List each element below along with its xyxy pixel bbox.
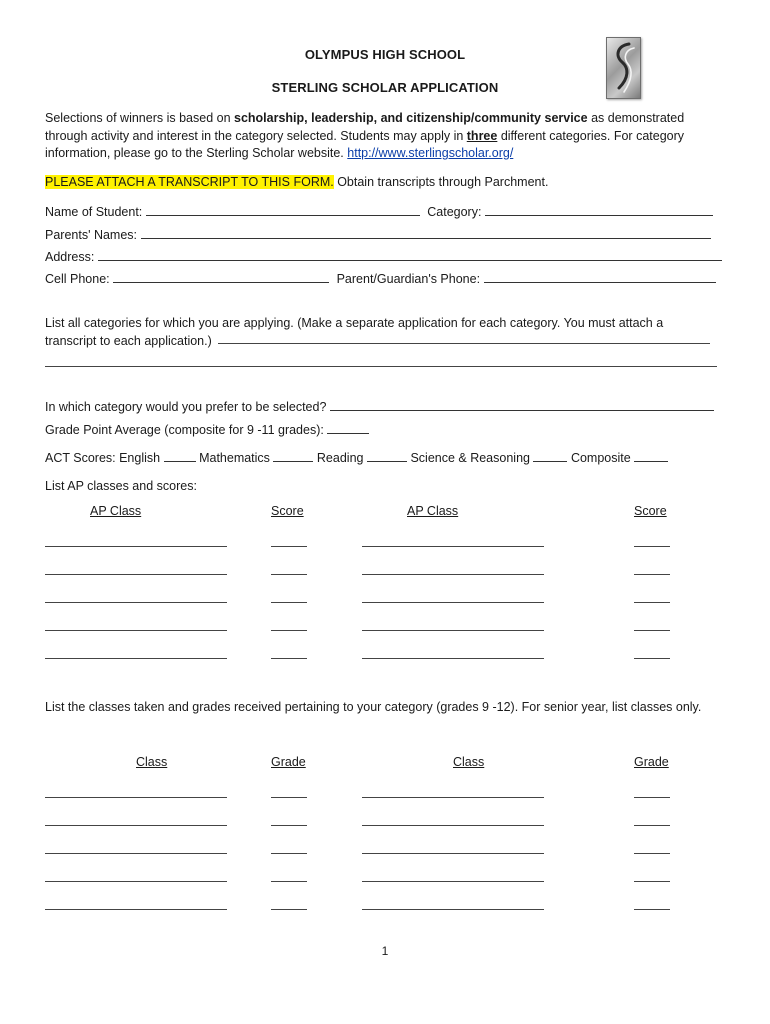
ap-class-field[interactable] [362, 602, 544, 603]
act-reading-label: Reading [316, 451, 364, 465]
page-number: 1 [381, 944, 389, 958]
classes-prompt: List the classes taken and grades received pertaining to your category (grades 9 -12). For senior year, list classes only. [45, 700, 702, 714]
ap-score-field[interactable] [634, 574, 670, 575]
ap-score-field[interactable] [634, 602, 670, 603]
ap-class-field[interactable] [45, 602, 227, 603]
class-field[interactable] [45, 797, 227, 798]
intro-text-3: different categories. For category information, please go to the Sterling Scholar website. [45, 128, 685, 160]
act-science-field[interactable] [533, 449, 567, 462]
ap-class-field[interactable] [45, 630, 227, 631]
grade-field[interactable] [634, 825, 670, 826]
student-name-row [45, 203, 735, 221]
grade-field[interactable] [634, 797, 670, 798]
ap-score-field[interactable] [634, 546, 670, 547]
class-field[interactable] [45, 825, 227, 826]
ap-class-field[interactable] [362, 574, 544, 575]
student-name-field[interactable] [146, 203, 420, 216]
act-composite-label: Composite [570, 451, 631, 465]
phone-row [45, 270, 735, 288]
grade-field[interactable] [271, 881, 307, 882]
ap-class-field[interactable] [362, 546, 544, 547]
class-field[interactable] [362, 825, 544, 826]
act-composite-field[interactable] [634, 449, 668, 462]
ap-score-field[interactable] [271, 630, 307, 631]
act-row [45, 449, 735, 467]
act-reading-field[interactable] [367, 449, 407, 462]
ap-class-header-2: AP Class [407, 504, 459, 518]
class-field[interactable] [45, 909, 227, 910]
grade-field[interactable] [271, 909, 307, 910]
ap-score-field[interactable] [634, 630, 670, 631]
grade-field[interactable] [271, 797, 307, 798]
intro-text-2: as demonstrated through activity and interest in the category selected. Students may apply in [45, 111, 685, 143]
act-math-field[interactable] [273, 449, 313, 462]
class-field[interactable] [45, 853, 227, 854]
class-header-2: Class [453, 755, 485, 769]
grade-field[interactable] [634, 881, 670, 882]
ap-class-field[interactable] [362, 630, 544, 631]
ap-class-field[interactable] [362, 658, 544, 659]
preference-label: In which category would you prefer to be selected? [45, 400, 327, 414]
grade-header-1: Grade [271, 755, 306, 769]
ap-score-field[interactable] [271, 546, 307, 547]
act-english-field[interactable] [164, 449, 196, 462]
ap-score-field[interactable] [634, 658, 670, 659]
address-row [45, 248, 735, 266]
categories-field-line-2[interactable] [45, 366, 717, 367]
intro-paragraph [45, 110, 725, 163]
preference-field[interactable] [330, 398, 714, 411]
address-field[interactable] [98, 248, 722, 261]
cell-phone-label: Cell Phone: [45, 272, 110, 286]
parents-names-field[interactable] [141, 226, 711, 239]
ap-score-header-2: Score [634, 504, 667, 518]
intro-three: three [466, 128, 498, 143]
student-name-label: Name of Student: [45, 205, 143, 219]
page-title: STERLING SCHOLAR APPLICATION [271, 80, 499, 95]
transcript-notice-rest: Obtain transcripts through Parchment. [333, 175, 549, 189]
class-header-1: Class [136, 755, 168, 769]
categories-field-line-1[interactable] [218, 343, 710, 344]
class-field[interactable] [362, 853, 544, 854]
parents-names-label: Parents' Names: [45, 228, 138, 242]
class-field[interactable] [362, 909, 544, 910]
gpa-row [45, 421, 735, 439]
grade-field[interactable] [271, 825, 307, 826]
categories-prompt: List all categories for which you are applying. (Make a separate application for each category. You must attach a transcript to each application.) [45, 316, 664, 348]
sterling-scholar-logo [606, 37, 641, 99]
intro-text-1: Selections of winners is based on [45, 111, 234, 125]
preference-row [45, 398, 735, 416]
ap-class-header-1: AP Class [90, 504, 142, 518]
gpa-field[interactable] [327, 421, 369, 434]
ap-class-field[interactable] [45, 574, 227, 575]
transcript-notice [45, 173, 735, 191]
ap-score-field[interactable] [271, 658, 307, 659]
act-science-label: Science & Reasoning [410, 451, 530, 465]
address-label: Address: [45, 250, 95, 264]
act-math-label: Mathematics [199, 451, 270, 465]
ap-score-field[interactable] [271, 574, 307, 575]
guardian-phone-field[interactable] [484, 270, 716, 283]
intro-criteria: scholarship, leadership, and citizenship/community service [234, 111, 588, 125]
ap-prompt: List AP classes and scores: [45, 479, 197, 493]
grade-field[interactable] [271, 853, 307, 854]
school-name: OLYMPUS HIGH SCHOOL [304, 47, 466, 62]
grade-field[interactable] [634, 853, 670, 854]
act-english-label: ACT Scores: English [45, 451, 161, 465]
category-field[interactable] [485, 203, 713, 216]
ap-score-header-1: Score [271, 504, 304, 518]
grade-field[interactable] [634, 909, 670, 910]
ap-score-field[interactable] [271, 602, 307, 603]
guardian-phone-label: Parent/Guardian's Phone: [336, 272, 481, 286]
class-field[interactable] [362, 797, 544, 798]
sterling-website-link[interactable]: http://www.sterlingscholar.org/ [347, 146, 514, 160]
gpa-label: Grade Point Average (composite for 9 -11 grades): [45, 423, 324, 437]
class-field[interactable] [362, 881, 544, 882]
ap-class-field[interactable] [45, 658, 227, 659]
cell-phone-field[interactable] [113, 270, 329, 283]
parents-names-row [45, 226, 735, 244]
transcript-notice-highlight: PLEASE ATTACH A TRANSCRIPT TO THIS FORM. [45, 175, 334, 189]
logo-s-icon [607, 38, 640, 98]
category-label: Category: [427, 205, 482, 219]
class-field[interactable] [45, 881, 227, 882]
grade-header-2: Grade [634, 755, 669, 769]
ap-class-field[interactable] [45, 546, 227, 547]
